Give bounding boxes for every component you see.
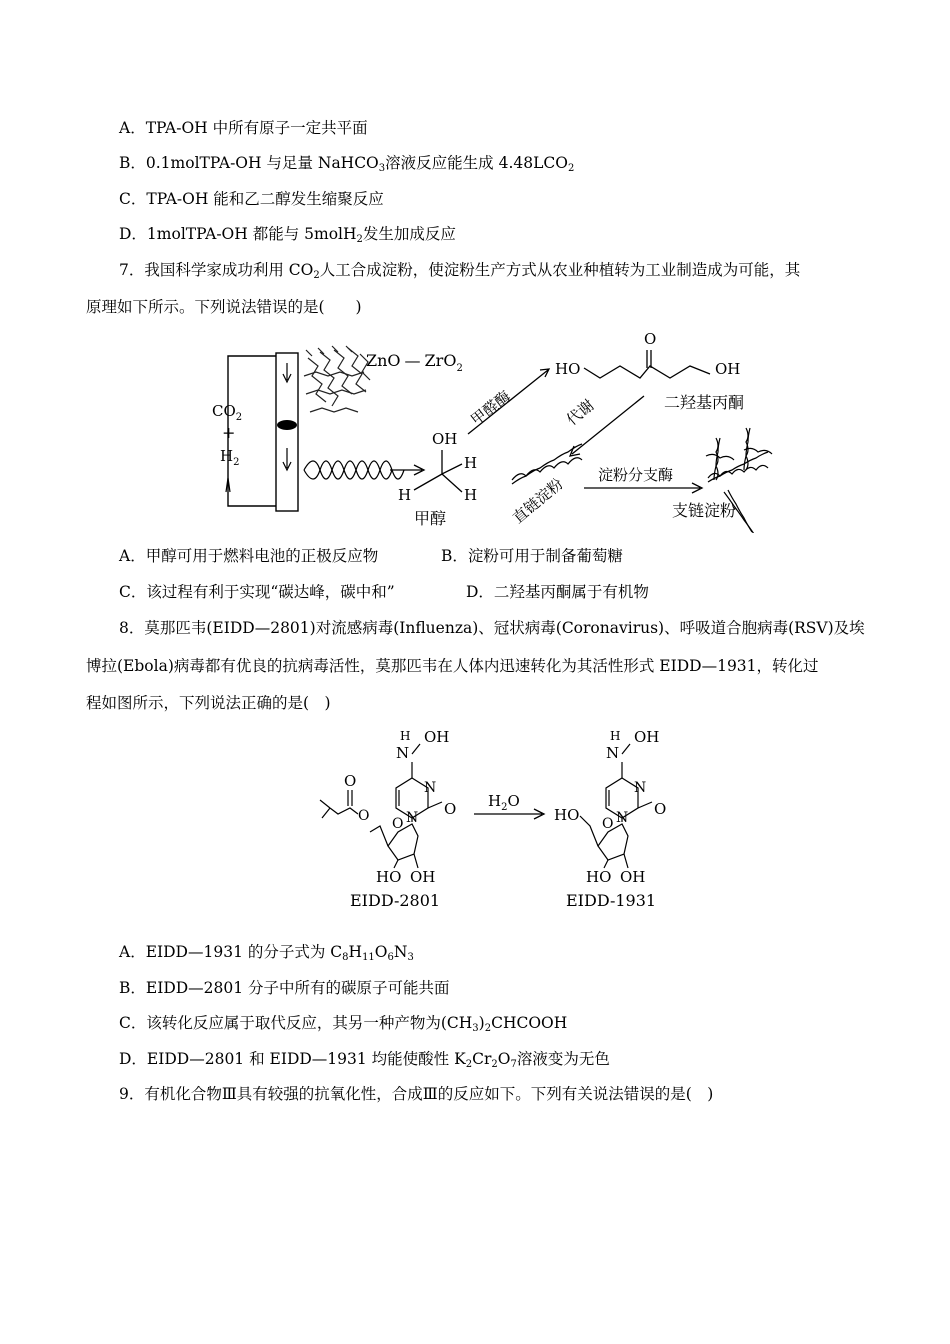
eidd1931-oh: OH: [620, 868, 646, 886]
eidd2801-oh-top: OH: [424, 728, 450, 746]
q7-option-a: A．甲醇可用于燃料电池的正极反应物: [119, 547, 379, 565]
helix: [304, 461, 404, 479]
q7-stem-line2: 原理如下所示。下列说法错误的是( ): [86, 298, 362, 316]
eidd2801-n: N: [396, 744, 410, 762]
q7-option-d: D．二羟基丙酮属于有机物: [466, 583, 649, 601]
eidd1931-h: H: [610, 729, 621, 743]
eidd-1931-label: EIDD-1931: [566, 891, 657, 910]
catalyst-lattice: [304, 346, 370, 412]
eidd1931-ho-left: HO: [554, 806, 580, 824]
q8-option-a: A．EIDD—1931 的分子式为 $C_8H_{11}O_6N_3$: [119, 943, 414, 963]
q8-option-c: C．该转化反应属于取代反应，其另一种产物为$(CH_3)_2CHCOOH$: [119, 1014, 568, 1034]
eidd2801-oh: OH: [410, 868, 436, 886]
eidd2801-ho: HO: [376, 868, 402, 886]
q8-option-b: B．EIDD—2801 分子中所有的碳原子可能共面: [119, 979, 450, 997]
methanol-oh: OH: [432, 430, 458, 448]
q7-option-c: C．该过程有利于实现“碳达峰，碳中和”: [119, 583, 395, 601]
amylose-chain: [512, 444, 582, 484]
q7-starch-synthesis-figure: [200, 328, 780, 533]
co2-label: $CO_2$: [212, 402, 243, 423]
eidd1931-n-ring: N: [634, 780, 647, 796]
eidd2801-ring-o: O: [392, 816, 404, 832]
catalyst-label: ZnO — ZrO$_2$: [366, 351, 463, 374]
eidd2801-n-ring: N: [424, 780, 437, 796]
eidd1931-ring-o: O: [602, 816, 614, 832]
eidd2801-ester-o: O: [358, 808, 370, 824]
methanol-h-right: H: [464, 486, 478, 504]
methanol-label: 甲醇: [414, 509, 447, 528]
branching-enzyme-label: 淀粉分支酶: [598, 466, 674, 484]
q8-stem-line3: 程如图所示，下列说法正确的是( ): [86, 694, 331, 712]
eidd2801-carbonyl-o: O: [444, 800, 457, 818]
methanol-h-top: H: [464, 454, 478, 472]
methanol-h-left: H: [398, 486, 412, 504]
q7-stem-line1: 7．我国科学家成功利用 $CO_2$人工合成淀粉，使淀粉生产方式从农业种植转为工业制造成为可能，其: [119, 261, 801, 281]
amylose-label: 直链淀粉: [509, 474, 567, 528]
eidd-2801-structure: [320, 728, 456, 910]
q8-stem-line1: 8．莫那匹韦(EIDD—2801)对流感病毒(Influenza)、冠状病毒(Coronavirus)、呼吸道合胞病毒(RSV)及埃: [119, 619, 865, 637]
metabolism-label: 代谢: [563, 395, 598, 430]
dha-ho: HO: [555, 360, 581, 378]
q6-option-d: D．1molTPA-OH 都能与 5molH$_2$发生加成反应: [119, 225, 456, 245]
q6-option-c: C．TPA-OH 能和乙二醇发生缩聚反应: [119, 190, 384, 208]
q6-option-b: B．0.1molTPA-OH 与足量 NaHCO$_3$溶液反应能生成 $4.48LCO_2$: [119, 154, 575, 174]
q6-option-a: A．TPA-OH 中所有原子一定共平面: [119, 119, 368, 137]
dha-label: 二羟基丙酮: [664, 393, 745, 412]
q7-option-b: B．淀粉可用于制备葡萄糖: [441, 547, 623, 565]
dha-o: O: [644, 330, 657, 348]
eidd1931-n: N: [606, 744, 620, 762]
q8-conversion-figure: [300, 720, 690, 912]
eidd-1931-structure: [554, 728, 666, 910]
q9-stem-line1: 9．有机化合物Ⅲ具有较强的抗氧化性，合成Ⅲ的反应如下。下列有关说法错误的是( ): [119, 1085, 714, 1103]
eidd-2801-label: EIDD-2801: [350, 891, 441, 910]
eidd2801-ester-carbonyl-o: O: [344, 772, 357, 790]
eidd1931-carbonyl-o: O: [654, 800, 667, 818]
formolase-label: 甲醛酶: [467, 387, 514, 430]
reagent-label: $H_2O$: [488, 792, 520, 813]
q8-option-d: D．EIDD—2801 和 EIDD—1931 均能使酸性 $K_2Cr_2O_7$溶液变为无色: [119, 1050, 610, 1070]
eidd2801-n1: N: [406, 810, 419, 826]
eidd2801-h: H: [400, 729, 411, 743]
dha-oh: OH: [715, 360, 741, 378]
eidd1931-ho: HO: [586, 868, 612, 886]
plus-sign: +: [222, 423, 236, 442]
h2-label: $H_2$: [220, 447, 240, 468]
eidd1931-n1: N: [616, 810, 629, 826]
eidd1931-oh-top: OH: [634, 728, 660, 746]
q8-stem-line2: 博拉(Ebola)病毒都有优良的抗病毒活性，莫那匹韦在人体内迅速转化为其活性形式 EIDD—1931，转化过: [86, 657, 819, 675]
amylopectin-label: 支链淀粉: [672, 501, 737, 520]
